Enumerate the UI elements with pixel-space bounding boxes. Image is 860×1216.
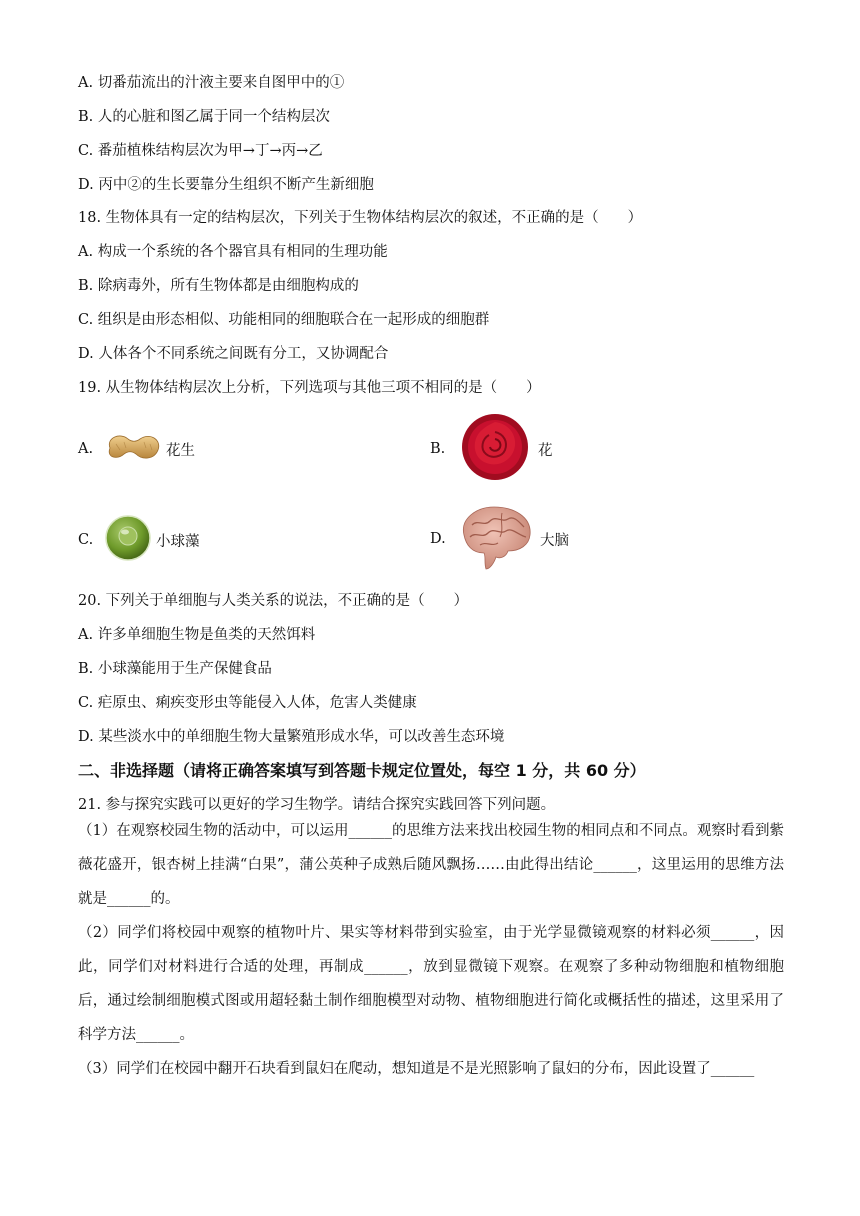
q20-option-c: C. 疟原虫、痢疾变形虫等能侵入人体，危害人类健康: [78, 695, 417, 711]
q19-option-d: [430, 502, 569, 576]
q20-option-a: A. 许多单细胞生物是鱼类的天然饵料: [78, 627, 316, 643]
brain-icon: [456, 501, 536, 577]
q19-option-a: [78, 424, 195, 474]
q19-option-b-label: 花: [538, 442, 553, 459]
q19-option-d-letter: D.: [430, 531, 446, 547]
q21-part3: （3）同学们在校园中翻开石块看到鼠妇在爬动，想知道是不是光照影响了鼠妇的分布，因此设置了______: [78, 1061, 755, 1077]
q20-option-d: D. 某些淡水中的单细胞生物大量繁殖形成水华，可以改善生态环境: [78, 729, 505, 745]
q18-option-b: B. 除病毒外，所有生物体都是由细胞构成的: [78, 278, 359, 294]
q21-part1: （1）在观察校园生物的活动中，可以运用______的思维方法来找出校园生物的相同点和不同点。观察时看到紫薇花盛开，银杏树上挂满“白果”，蒲公英种子成熟后随风飘扬……由此得出结论______，这里运用的思维方法就是______的。: [78, 823, 784, 907]
q21-part2: （2）同学们将校园中观察的植物叶片、果实等材料带到实验室，由于光学显微镜观察的材料必须______，因此，同学们对材料进行合适的处理，再制成______，放到显微镜下观察。在观察了多种动物细胞和植物细胞后，通过绘制细胞模式图或用超轻黏土制作细胞模型对动物、植物细胞进行简化或概括性的描述，这里采用了科学方法______。: [78, 925, 784, 1043]
q19-option-d-label: 大脑: [540, 532, 569, 549]
q21-stem: 21. 参与探究实践可以更好的学习生物学。请结合探究实践回答下列问题。: [78, 797, 556, 813]
q17-option-c: C. 番茄植株结构层次为甲→丁→丙→乙: [78, 143, 323, 159]
q19-option-a-letter: A.: [78, 441, 94, 457]
q19-option-c-letter: C.: [78, 532, 94, 548]
q19-option-a-label: 花生: [166, 442, 195, 459]
q19-stem: 19. 从生物体结构层次上分析，下列选项与其他三项不相同的是（ ）: [78, 380, 541, 396]
q18-stem: 18. 生物体具有一定的结构层次，下列关于生物体结构层次的叙述，不正确的是（ ）: [78, 210, 643, 226]
peanut-icon: [104, 430, 162, 468]
section-heading: 二、非选择题（请将正确答案填写到答题卡规定位置处，每空 1 分，共 60 分）: [78, 761, 646, 780]
q17-option-d: D. 丙中②的生长要靠分生组织不断产生新细胞: [78, 177, 374, 193]
q19-option-c: [78, 512, 200, 568]
q18-option-d: D. 人体各个不同系统之间既有分工，又协调配合: [78, 346, 389, 362]
q19-option-c-label: 小球藻: [156, 533, 200, 550]
q18-option-c: C. 组织是由形态相似、功能相同的细胞联合在一起形成的细胞群: [78, 312, 490, 328]
q18-option-a: A. 构成一个系统的各个器官具有相同的生理功能: [78, 244, 388, 260]
q17-option-a: A. 切番茄流出的汁液主要来自图甲中的①: [78, 75, 345, 91]
q19-option-b: [430, 414, 553, 484]
q19-option-b-letter: B.: [430, 441, 446, 457]
q20-stem: 20. 下列关于单细胞与人类关系的说法，不正确的是（ ）: [78, 593, 469, 609]
q17-option-b: B. 人的心脏和图乙属于同一个结构层次: [78, 109, 330, 125]
rose-icon: [456, 412, 534, 486]
q20-option-b: B. 小球藻能用于生产保健食品: [78, 661, 272, 677]
chlorella-icon: [104, 514, 152, 566]
